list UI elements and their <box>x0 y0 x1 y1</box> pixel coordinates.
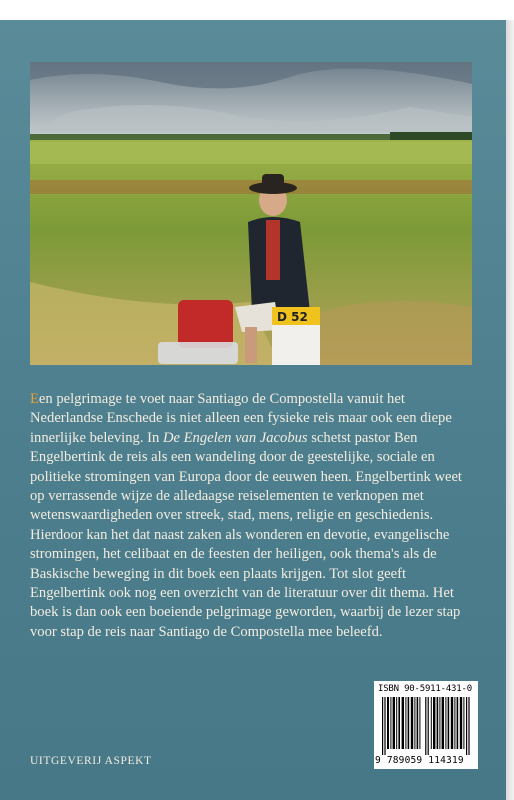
ean-number: 9 789059 114319 <box>375 755 464 766</box>
blurb-body: schetst pastor Ben Engelbertink de reis als een wandeling door de geestelijke, sociale en politieke stromingen van Europa door de eeuwen heen. Engelbertink weet op verrassende wijze de alledaagse reiselementen te verknopen met wetenswaardigheden over streek, stad, mens, religie en geschiedenis. Hierdoor kan het dat naast zaken als wonderen en devotie, evangelische stromingen, het celibaat en de feesten der heiligen, ook thema's als de Baskische beweging in dit boek een plaats krijgen. Tot slot geeft Engelbertink ook nog een overzicht van de literatuur over dit thema. Het boek is dan ook een boeiende pelgrimage geworden, waarbij de lezer stap voor stap de reis naar Santiago de Compostella mee beleefd. <box>30 429 462 640</box>
blurb-intro: en pelgrimage te voet naar Santiago de Compostella vanuit het Nederlandse Enschede is niet alleen een fysieke reis maar ook een diepe innerlijke beleving. In <box>30 391 452 446</box>
isbn-barcode <box>374 681 478 769</box>
cover-photo <box>30 62 472 365</box>
book-title: De Engelen van Jacobus <box>162 429 308 446</box>
publisher-name: UITGEVERIJ ASPEKT <box>30 755 152 767</box>
back-cover-blurb <box>30 390 476 642</box>
milestone-label: D 52 <box>277 310 308 324</box>
drop-cap: E <box>30 391 39 407</box>
isbn-number: ISBN 90-5911-431-0 <box>378 684 472 694</box>
page-edge <box>506 20 514 800</box>
pilgrim-photo <box>30 62 472 365</box>
barcode-bars <box>382 697 472 755</box>
